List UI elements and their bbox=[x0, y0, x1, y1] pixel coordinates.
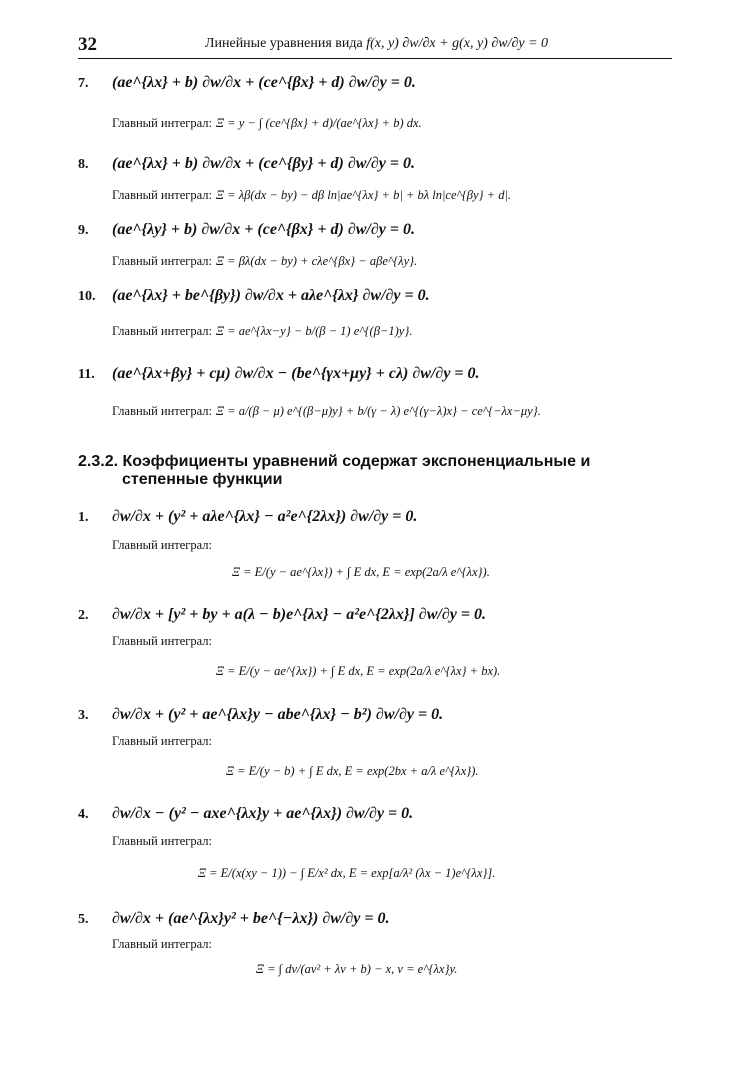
equation: ∂w/∂x + [y² + by + a(λ − b)e^{λx} − a²e^{2λx}] ∂w/∂y = 0. bbox=[112, 606, 486, 623]
integral-label: Главный интеграл: bbox=[112, 324, 213, 338]
main-integral bbox=[112, 252, 417, 270]
integral-formula: Ξ = E/(y − b) + ∫ E dx, E = exp(2bx + a/λ e^{λx}). bbox=[226, 764, 479, 778]
integral-label: Главный интеграл: bbox=[112, 834, 213, 848]
item-number: 5. bbox=[78, 912, 89, 927]
integral-formula: Ξ = λβ(dx − by) − dβ ln|ae^{λx} + b| + bλ ln|ce^{βy} + d|. bbox=[216, 188, 512, 202]
integral-formula: Ξ = βλ(dx − by) + cλe^{βx} − aβe^{λy}. bbox=[216, 254, 418, 268]
integral-label: Главный интеграл: bbox=[112, 404, 213, 418]
running-header bbox=[205, 36, 548, 52]
integral-formula: Ξ = E/(y − ae^{λx}) + ∫ E dx, E = exp(2a/λ e^{λx} + bx). bbox=[216, 664, 501, 678]
equation: (ae^{λx+βy} + cμ) ∂w/∂x − (be^{γx+μy} + cλ) ∂w/∂y = 0. bbox=[112, 365, 480, 382]
header-rule bbox=[78, 58, 672, 59]
integral-label: Главный интеграл: bbox=[112, 937, 213, 951]
integral-label: Главный интеграл: bbox=[112, 734, 213, 748]
main-integral bbox=[112, 114, 422, 132]
item-number: 3. bbox=[78, 708, 89, 723]
item-number: 7. bbox=[78, 76, 89, 91]
integral-formula: Ξ = E/(x(xy − 1)) − ∫ E/x² dx, E = exp[a/λ² (λx − 1)e^{λx}]. bbox=[198, 866, 496, 880]
equation: ∂w/∂x + (y² + aλe^{λx} − a²e^{2λx}) ∂w/∂y = 0. bbox=[112, 508, 418, 525]
main-integral bbox=[112, 322, 412, 340]
integral-formula: Ξ = ∫ dv/(av² + λv + b) − x, v = e^{λx}y. bbox=[256, 962, 458, 976]
integral-label: Главный интеграл: bbox=[112, 116, 213, 130]
section-number: 2.3.2. bbox=[78, 453, 119, 470]
main-integral bbox=[112, 186, 511, 204]
main-integral bbox=[112, 402, 541, 420]
item-number: 2. bbox=[78, 608, 89, 623]
equation: (ae^{λx} + be^{βy}) ∂w/∂x + aλe^{λx} ∂w/∂y = 0. bbox=[112, 287, 430, 304]
section-title-line2: степенные функции bbox=[122, 471, 283, 488]
equation: ∂w/∂x + (y² + ae^{λx}y − abe^{λx} − b²) ∂w/∂y = 0. bbox=[112, 706, 444, 723]
section-title-line1: Коэффициенты уравнений содержат экспоненциальные и bbox=[122, 453, 591, 470]
integral-label: Главный интеграл: bbox=[112, 254, 213, 268]
equation: (ae^{λx} + b) ∂w/∂x + (ce^{βx} + d) ∂w/∂y = 0. bbox=[112, 74, 416, 91]
section-heading bbox=[78, 453, 590, 471]
integral-formula: Ξ = E/(y − ae^{λx}) + ∫ E dx, E = exp(2a/λ e^{λx}). bbox=[232, 565, 490, 579]
equation: (ae^{λx} + b) ∂w/∂x + (ce^{βy} + d) ∂w/∂y = 0. bbox=[112, 155, 415, 172]
integral-formula: Ξ = a/(β − μ) e^{(β−μ)y} + b/(γ − λ) e^{(γ−λ)x} − ce^{−λx−μy}. bbox=[216, 404, 541, 418]
integral-formula: Ξ = y − ∫ (ce^{βx} + d)/(ae^{λx} + b) dx. bbox=[216, 116, 422, 130]
running-header-text: Линейные уравнения вида bbox=[205, 36, 363, 51]
item-number: 10. bbox=[78, 289, 96, 304]
item-number: 11. bbox=[78, 367, 95, 382]
integral-formula: Ξ = ae^{λx−y} − b/(β − 1) e^{(β−1)y}. bbox=[216, 324, 413, 338]
item-number: 8. bbox=[78, 157, 89, 172]
item-number: 1. bbox=[78, 510, 89, 525]
page-number: 32 bbox=[78, 34, 97, 55]
item-number: 9. bbox=[78, 223, 89, 238]
running-header-formula: f(x, y) ∂w/∂x + g(x, y) ∂w/∂y = 0 bbox=[366, 36, 549, 51]
integral-label: Главный интеграл: bbox=[112, 538, 213, 552]
equation: ∂w/∂x + (ae^{λx}y² + be^{−λx}) ∂w/∂y = 0. bbox=[112, 910, 390, 927]
equation: (ae^{λy} + b) ∂w/∂x + (ce^{βx} + d) ∂w/∂y = 0. bbox=[112, 221, 415, 238]
item-number: 4. bbox=[78, 807, 89, 822]
integral-label: Главный интеграл: bbox=[112, 188, 213, 202]
equation: ∂w/∂x − (y² − axe^{λx}y + ae^{λx}) ∂w/∂y = 0. bbox=[112, 805, 414, 822]
integral-label: Главный интеграл: bbox=[112, 634, 213, 648]
